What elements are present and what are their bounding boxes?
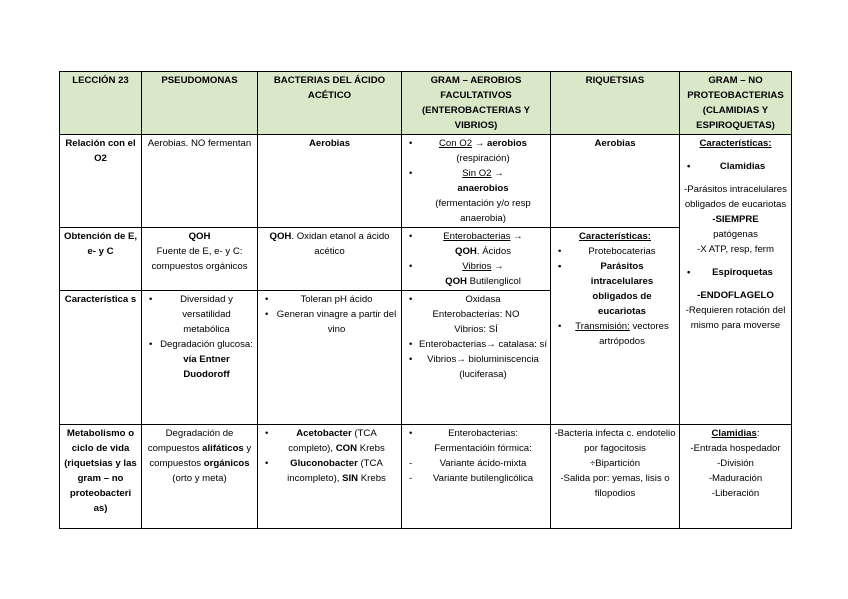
cell-o2-acetic: Aerobias — [258, 135, 402, 228]
cell-meta-gram — [402, 425, 551, 529]
text: patógenas — [713, 229, 758, 240]
cell-meta-riquetsias — [551, 425, 680, 529]
list-item: • Protebocaterias — [554, 244, 676, 259]
text: NO fermentan — [188, 138, 252, 149]
list-item: • Toleran pH ácido — [261, 292, 398, 307]
cell-traits-gram — [402, 291, 551, 425]
text: -X ATP, resp, ferm — [697, 244, 774, 255]
cell-riquetsias-characteristics — [551, 228, 680, 425]
list-item: • Espiroquetas — [683, 265, 788, 280]
cell-traits-pseudomonas — [142, 291, 258, 425]
list-item: • Sin O2 → anaerobios (fermentación y/o resp anaerobia) — [405, 166, 547, 226]
header-gram-facultative: GRAM – AEROBIOS FACULTATIVOS (ENTEROBACTERIAS Y VIBRIOS) — [402, 72, 551, 135]
cell-energy-acetic: QOH. Oxidan etanol a ácido acético — [258, 228, 402, 291]
list — [145, 292, 254, 382]
list-item: • Enterobacterias: Fermentacióin fórmica: — [405, 426, 547, 456]
list-item: • Vibrios → QOH Butilenglicol — [405, 259, 547, 289]
list-item: • Enterobacterias → QOH. Ácidos — [405, 229, 547, 259]
nonproteo-title: Características: — [699, 138, 772, 149]
text: -Entrada hospedador — [690, 443, 781, 454]
row-label-o2: Relación con el O2 — [60, 135, 142, 228]
text: Aerobias. — [147, 138, 189, 149]
cell-o2-gram — [402, 135, 551, 228]
header-acetic-bacteria: BACTERIAS DEL ÁCIDO ACÉTICO — [258, 72, 402, 135]
header-row — [60, 72, 792, 135]
header-gram-nonproteo: GRAM – NO PROTEOBACTERIAS (CLAMIDIAS Y ESPIROQUETAS) — [680, 72, 792, 135]
cell-nonproteo-characteristics — [680, 135, 792, 425]
list-item: - Variante butilenglicólica — [405, 471, 547, 486]
cell-meta-nonproteo — [680, 425, 792, 529]
list-item: • Clamidias — [683, 159, 788, 174]
header-riquetsias: RIQUETSIAS — [551, 72, 680, 135]
list-item: • Generan vinagre a partir del vino — [261, 307, 398, 337]
list-item: • Parásitos intracelulares obligados de eucariotas — [554, 259, 676, 319]
list — [261, 292, 398, 337]
list-item: • Diversidad y versatilidad metabólica — [145, 292, 254, 337]
list-item: • Enterobacterias→ catalasa: sí — [405, 337, 547, 352]
text: Vibrios: SÍ — [454, 324, 498, 335]
list — [554, 244, 676, 349]
list-item: • Gluconobacter (TCA incompleto), SIN Krebs — [261, 456, 398, 486]
list — [405, 136, 547, 226]
row-o2 — [60, 135, 792, 228]
riquetsias-title: Características: — [579, 231, 651, 242]
list — [405, 292, 547, 307]
list — [405, 229, 547, 289]
text: -Requieren rotación del mismo para moverse — [685, 305, 786, 331]
text: Enterobacterias: NO — [432, 309, 520, 320]
list-item: • Vibrios→ bioluminiscencia (luciferasa) — [405, 352, 547, 382]
text: -Liberación — [711, 488, 760, 499]
list — [405, 426, 547, 486]
clamidias-title: Clamidias: — [711, 428, 760, 439]
row-label-metabolism: Metabolismo o ciclo de vida (riquetsias y las gram – no proteobacteri as) — [60, 425, 142, 529]
row-label-energy: Obtención de E, e- y C — [60, 228, 142, 291]
cell-o2-pseudomonas — [142, 135, 258, 228]
row-metabolism — [60, 425, 792, 529]
text: -Salida por: yemas, lisis o filopodios — [560, 473, 670, 499]
text: -ENDOFLAGELO — [697, 290, 774, 301]
list-item: - Variante ácido-mixta — [405, 456, 547, 471]
row-label-traits: Característica s — [60, 291, 142, 425]
header-pseudomonas: PSEUDOMONAS — [142, 72, 258, 135]
text: -División — [717, 458, 754, 469]
text: -SIEMPRE — [712, 214, 759, 225]
cell-o2-riquetsias: Aerobias — [551, 135, 680, 228]
list — [261, 426, 398, 486]
text: -Bacteria infecta c. endotelio por fagocitosis — [554, 428, 676, 454]
cell-meta-acetic — [258, 425, 402, 529]
text: -Maduración — [708, 473, 763, 484]
header-lesson: LECCIÓN 23 — [60, 72, 142, 135]
list — [683, 265, 788, 280]
cell-energy-pseudomonas: QOH Fuente de E, e- y C: compuestos orgánicos — [142, 228, 258, 291]
text: -Parásitos intracelulares obligados de eucariotas — [684, 184, 787, 210]
list-item: • Con O2 → aerobios (respiración) — [405, 136, 547, 166]
list-item: • Transmisión: vectores artrópodos — [554, 319, 676, 349]
cell-meta-pseudomonas: Degradación de compuestos alifáticos y compuestos orgánicos (orto y meta) — [142, 425, 258, 529]
list — [405, 337, 547, 382]
lesson-table — [59, 71, 792, 529]
list-item: • Oxidasa — [405, 292, 547, 307]
text: ÷Bipartición — [589, 458, 641, 469]
list-item: • Acetobacter (TCA completo), CON Krebs — [261, 426, 398, 456]
cell-traits-acetic — [258, 291, 402, 425]
cell-energy-gram — [402, 228, 551, 291]
list-item: • Degradación glucosa: vía Entner Duodoroff — [145, 337, 254, 382]
list — [683, 159, 788, 174]
